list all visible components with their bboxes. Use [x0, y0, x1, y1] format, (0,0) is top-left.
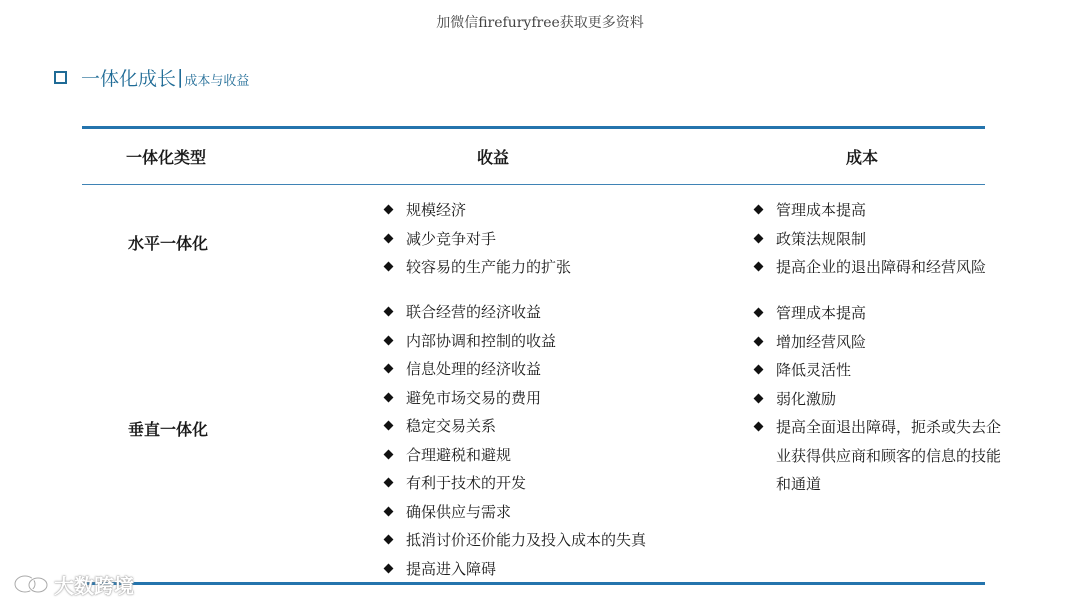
section-title: 一体化成长 — [81, 67, 177, 90]
list-item: 联合经营的经济收益 — [383, 298, 646, 327]
top-note: 加微信firefuryfree获取更多资料 — [436, 15, 644, 31]
benefit-list-vertical — [383, 298, 646, 583]
list-item: 提高全面退出障碍，扼杀或失去企业获得供应商和顾客的信息的技能和通道 — [753, 413, 1002, 499]
list-item: 合理避税和避规 — [383, 441, 646, 470]
title-separator: | — [177, 66, 184, 88]
list-item: 提高企业的退出障碍和经营风险 — [753, 253, 986, 282]
row-label-vertical: 垂直一体化 — [128, 420, 209, 439]
list-item: 减少竞争对手 — [383, 225, 571, 254]
section-subtitle: 成本与收益 — [184, 73, 250, 89]
table-bottom-rule — [82, 582, 985, 585]
table-top-rule — [82, 126, 985, 129]
watermark-text: 大数跨境 — [54, 574, 134, 598]
list-item: 较容易的生产能力的扩张 — [383, 253, 571, 282]
list-item: 确保供应与需求 — [383, 498, 646, 527]
list-item: 抵消讨价还价能力及投入成本的失真 — [383, 526, 646, 555]
list-item: 规模经济 — [383, 196, 571, 225]
table-header-rule — [82, 184, 985, 185]
benefit-list-horizontal — [383, 196, 571, 282]
chat-bubbles-logo-icon — [12, 571, 50, 599]
list-item: 增加经营风险 — [753, 328, 1002, 357]
column-header-type: 一体化类型 — [126, 148, 207, 167]
list-item: 稳定交易关系 — [383, 412, 646, 441]
list-item: 降低灵活性 — [753, 356, 1002, 385]
cost-list-horizontal — [753, 196, 986, 282]
column-header-benefit: 收益 — [477, 148, 510, 167]
list-item: 管理成本提高 — [753, 196, 986, 225]
list-item: 管理成本提高 — [753, 299, 1002, 328]
list-item: 信息处理的经济收益 — [383, 355, 646, 384]
list-item: 政策法规限制 — [753, 225, 986, 254]
list-item: 内部协调和控制的收益 — [383, 327, 646, 356]
row-label-horizontal: 水平一体化 — [128, 234, 209, 253]
watermark — [12, 570, 134, 599]
section-header — [54, 62, 249, 92]
column-header-cost: 成本 — [846, 148, 879, 167]
list-item: 提高进入障碍 — [383, 555, 646, 584]
cost-list-vertical — [753, 299, 1002, 499]
list-item: 弱化激励 — [753, 385, 1002, 414]
list-item: 有利于技术的开发 — [383, 469, 646, 498]
list-item: 避免市场交易的费用 — [383, 384, 646, 413]
square-bullet-icon — [54, 71, 67, 84]
